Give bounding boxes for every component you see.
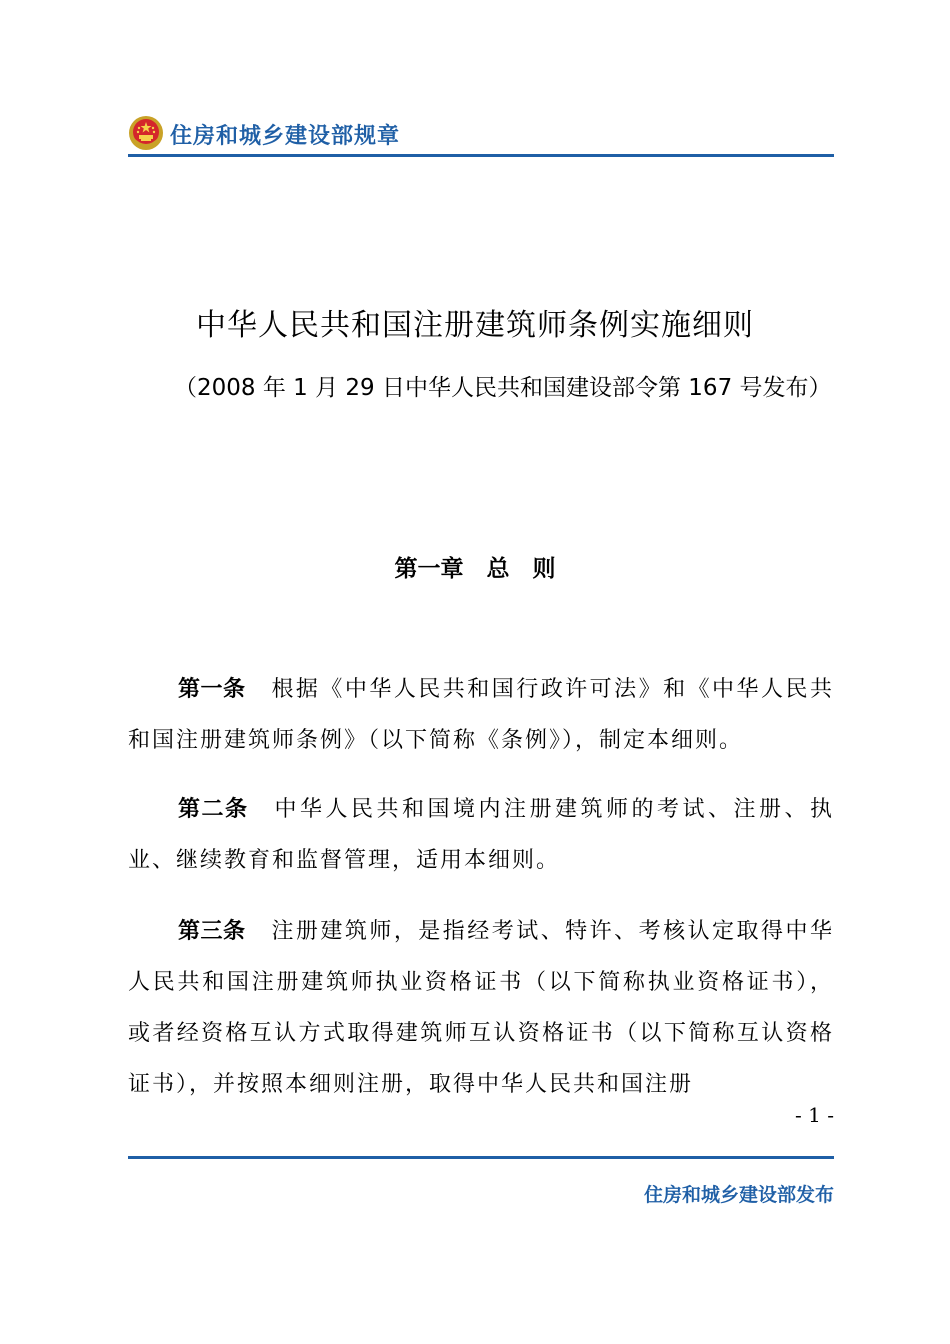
page-number: - 1 - [795, 1103, 834, 1127]
national-emblem-icon [128, 115, 164, 151]
article-number: 第一条 [178, 677, 246, 702]
article-number: 第三条 [178, 919, 246, 944]
article-text: 中华人民共和国境内注册建筑师的考试、注册、执业、继续教育和监督管理，适用本细则。 [128, 797, 834, 873]
article-text: 注册建筑师，是指经考试、特许、考核认定取得中华人民共和国注册建筑师执业资格证书（以下简称执业资格证书），或者经资格互认方式取得建筑师互认资格证书（以下简称互认资格证书），并按照本细则注册，取得中华人民共和国注册 [128, 919, 834, 1097]
footer-publisher: 住房和城乡建设部发布 [643, 1184, 834, 1206]
header-title: 住房和城乡建设部规章 [170, 124, 401, 149]
footer-divider [128, 1156, 834, 1159]
document-subtitle: （2008 年 1 月 29 日中华人民共和国建设部令第 167 号发布） [174, 375, 832, 401]
page-header [128, 112, 834, 154]
chapter-heading: 第一章 总 则 [394, 556, 556, 582]
article-text: 根据《中华人民共和国行政许可法》和《中华人民共和国注册建筑师条例》（以下简称《条例》），制定本细则。 [128, 677, 834, 753]
article-number: 第二条 [178, 797, 249, 822]
article-2 [128, 784, 834, 886]
header-divider [128, 154, 834, 157]
article-1 [128, 664, 834, 766]
document-title: 中华人民共和国注册建筑师条例实施细则 [196, 308, 754, 343]
article-3 [128, 906, 834, 1110]
